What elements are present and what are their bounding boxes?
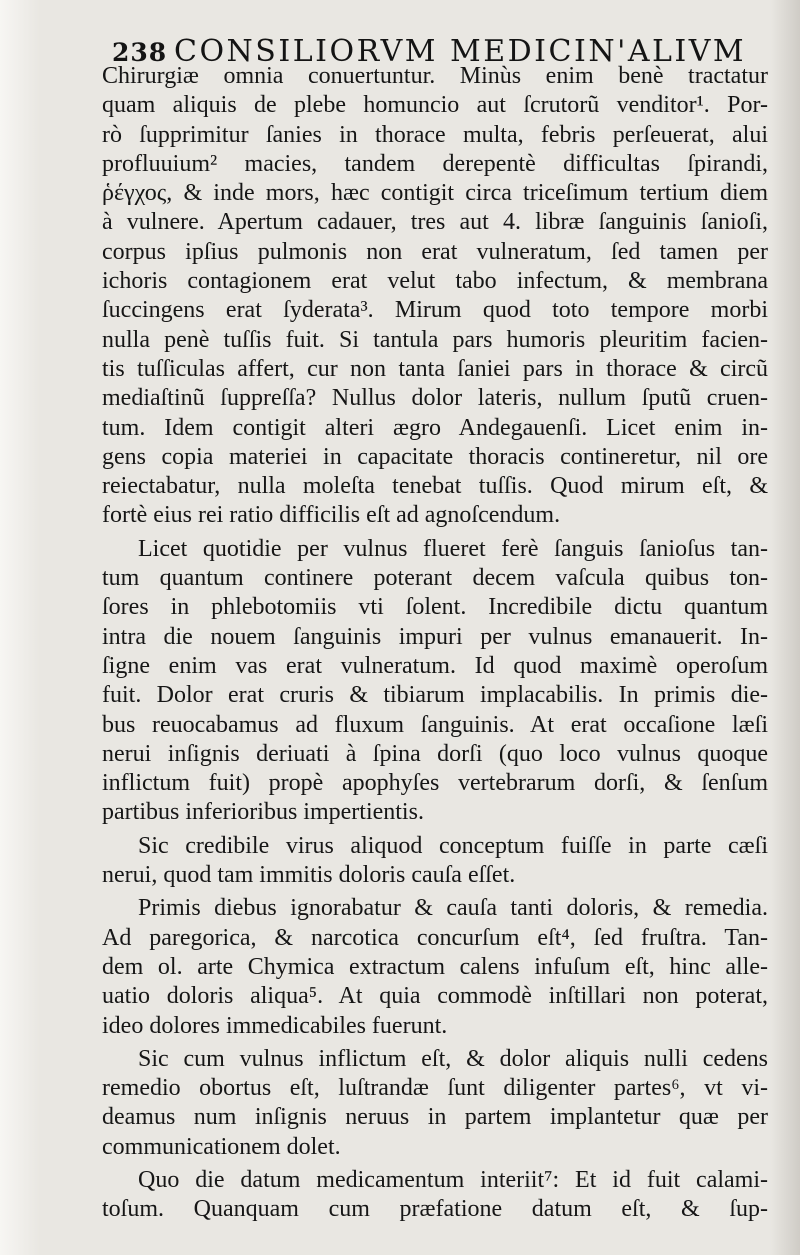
text-line: profluuium² macies, tandem derepentè difficultas ſpirandi, bbox=[102, 150, 768, 177]
text-line: rò ſupprimitur ſanies in thorace multa, febris perſeuerat, alui bbox=[102, 121, 768, 148]
paragraph-start: Primis diebus ignorabatur & cauſa tanti doloris, & remedia. bbox=[138, 895, 768, 922]
text-line: inflictum fuit) propè apophyſes vertebrarum dorſi, & ſenſum bbox=[102, 770, 768, 797]
text-line: ſigne enim vas erat vulneratum. Id quod maximè operoſum bbox=[102, 652, 768, 679]
text-line: ſuccingens erat ſyderata³. Mirum quod toto tempore morbi bbox=[102, 297, 768, 324]
paragraph-start: Licet quotidie per vulnus flueret ferè ſanguis ſanioſus tan- bbox=[138, 535, 768, 562]
text-line: toſum. Quanquam cum præfatione datum eſt, & ſup- bbox=[102, 1196, 768, 1223]
paragraph-start: Sic credibile virus aliquod conceptum fuiſſe in parte cæſi bbox=[138, 832, 768, 859]
text-line: communicationem dolet. bbox=[102, 1133, 341, 1160]
text-line: corpus ipſius pulmonis non erat vulneratum, ſed tamen per bbox=[102, 238, 768, 265]
text-line: mediaſtinũ ſuppreſſa? Nullus dolor lateris, nullum ſputũ cruen- bbox=[102, 385, 768, 412]
paragraph-start: Sic cum vulnus inflictum eſt, & dolor aliquis nulli cedens bbox=[138, 1045, 768, 1072]
text-line: bus reuocabamus ad fluxum ſanguinis. At erat occaſione læſi bbox=[102, 711, 768, 738]
text-line: tis tuſſiculas affert, cur non tanta ſaniei pars in thorace & circũ bbox=[102, 355, 768, 382]
text-line: ideo dolores immedicabiles fuerunt. bbox=[102, 1012, 448, 1039]
text-line: à vulnere. Apertum cadauer, tres aut 4. libræ ſanguinis ſanioſi, bbox=[102, 209, 768, 236]
text-line: ῥέγχος, & inde mors, hæc contigit circa triceſimum tertium diem bbox=[102, 180, 768, 207]
text-line: remedio obortus eſt, luſtrandæ ſunt diligenter partes⁶, vt vi- bbox=[102, 1075, 768, 1102]
running-head: CONSILIORVM MEDICIN'ALIVM bbox=[174, 34, 747, 69]
text-line: tum. Idem contigit alteri ægro Andegauenſi. Licet enim in- bbox=[102, 414, 768, 441]
text-line: fuit. Dolor erat cruris & tibiarum implacabilis. In primis die- bbox=[102, 682, 768, 709]
text-line: ichoris contagionem erat velut tabo infectum, & membrana bbox=[102, 268, 768, 295]
text-line: partibus inferioribus impertientis. bbox=[102, 799, 424, 826]
text-line: Chirurgiæ omnia conuertuntur. Minùs enim benè tractatur bbox=[102, 63, 768, 89]
text-line: fortè eius rei ratio difficilis eſt ad agnoſcendum. bbox=[102, 502, 561, 529]
text-line: nerui, quod tam immitis doloris cauſa eſſet. bbox=[102, 862, 516, 889]
text-line: uatio doloris aliqua⁵. At quia commodè inſtillari non poterat, bbox=[102, 983, 768, 1010]
text-line: tum quantum continere poterant decem vaſcula quibus ton- bbox=[102, 565, 768, 592]
text-line: ſores in phlebotomiis vti ſolent. Incredibile dictu quantum bbox=[102, 594, 768, 621]
text-line: gens copia materiei in capacitate thoracis contineretur, nil ore bbox=[102, 443, 768, 470]
text-line: nerui inſignis deriuati à ſpina dorſi (quo loco vulnus quoque bbox=[102, 740, 768, 767]
text-line: nulla penè tuſſis fuit. Si tantula pars humoris pleuritim facien- bbox=[102, 326, 768, 353]
text-line: deamus num inſignis neruus in partem implantetur quæ per bbox=[102, 1104, 768, 1131]
text-line: quam aliquis de plebe homuncio aut ſcrutorũ venditor¹. Por- bbox=[102, 92, 768, 119]
text-line: Ad paregorica, & narcotica concurſum eſt⁴, ſed fruſtra. Tan- bbox=[102, 924, 768, 951]
page-number: 238 bbox=[112, 38, 168, 67]
text-line: reiectabatur, nulla moleſta tenebat tuſſis. Quod mirum eſt, & bbox=[102, 473, 768, 500]
paragraph-start: Quo die datum medicamentum interiit⁷: Et id fuit calami- bbox=[138, 1166, 768, 1193]
text-line: dem ol. arte Chymica extractum calens infuſum eſt, hinc alle- bbox=[102, 953, 768, 980]
text-line: intra die nouem ſanguinis impuri per vulnus emanauerit. In- bbox=[102, 623, 768, 650]
body-text bbox=[102, 62, 768, 1225]
